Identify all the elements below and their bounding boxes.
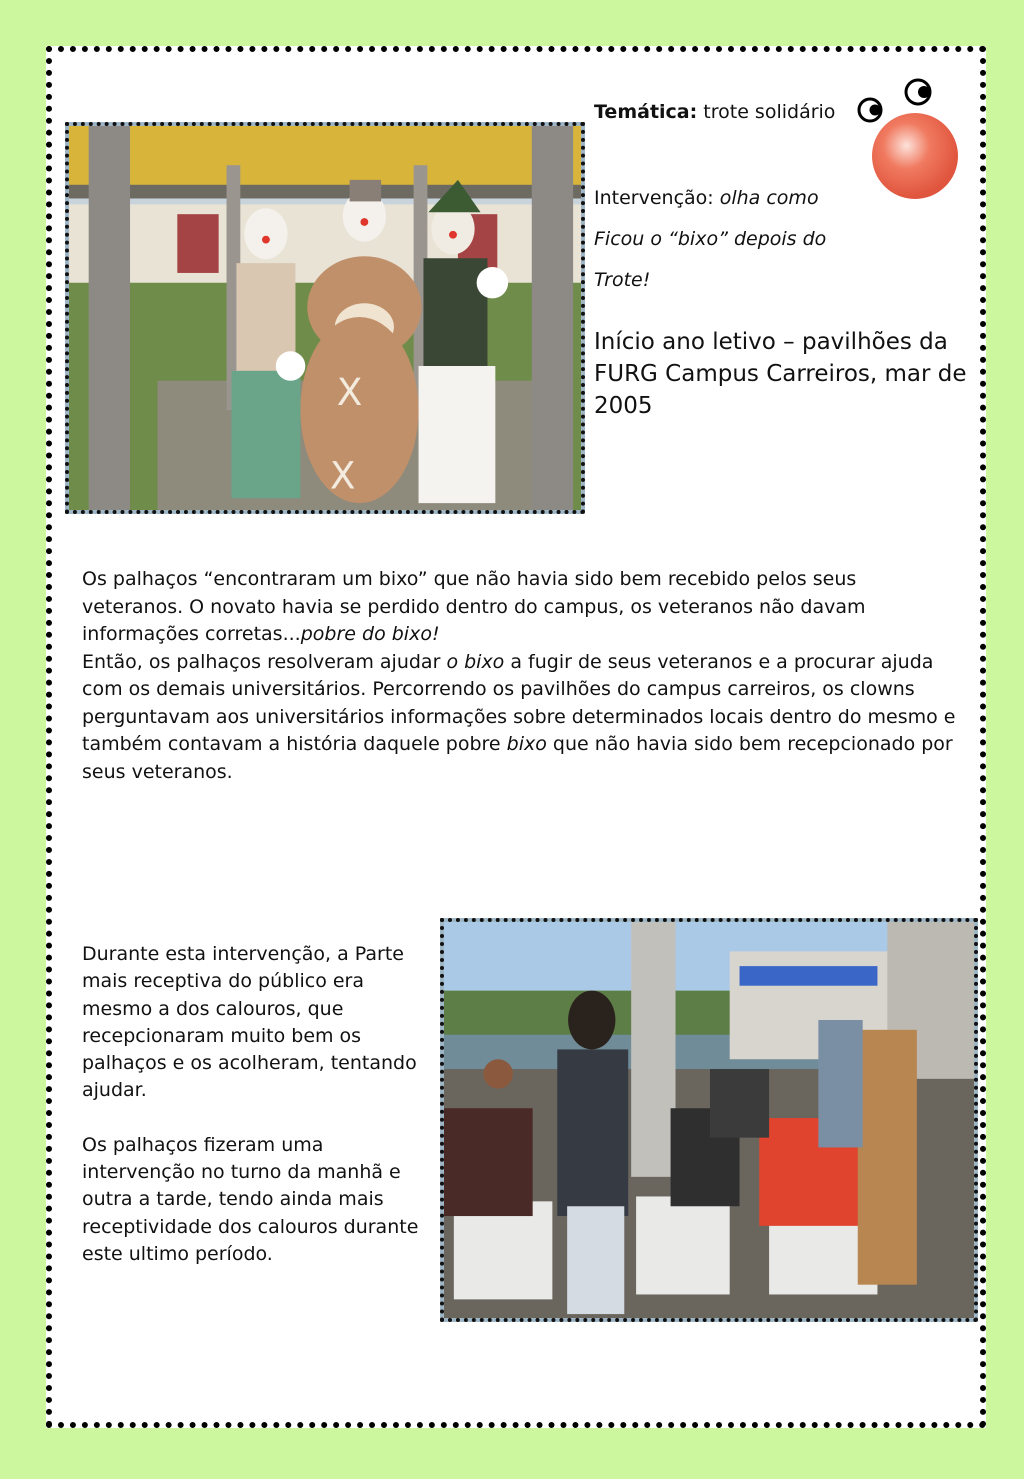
story-paragraph-1	[82, 566, 962, 649]
story-paragraph	[82, 566, 962, 786]
photo-clowns-with-students	[440, 918, 978, 1322]
story-italic-2a: o bixo	[446, 650, 505, 673]
intervencao-line3: Trote!	[594, 269, 651, 291]
story-italic-2b: bixo	[506, 733, 547, 755]
story-paragraph-2	[82, 649, 962, 787]
photo-clowns-with-bear	[65, 122, 585, 514]
story-text-2a: Então, os palhaços resolveram ajudar	[82, 650, 447, 673]
audience-paragraph-1: Durante esta intervenção, a Parte mais receptiva do público era mesmo a dos calouros, que recepcionaram muito bem os palhaços e os acolheram, tentando ajudar.	[82, 943, 417, 1102]
tematica-label: Temática:	[594, 101, 698, 123]
tematica-value: trote solidário	[697, 101, 836, 123]
svg-text:X: X	[329, 453, 356, 498]
story-italic-1: pobre do bixo!	[300, 623, 440, 645]
clown-eye-icon	[859, 99, 881, 121]
intervencao-line2: Ficou o “bixo” depois do	[594, 228, 827, 250]
clown-eye-icon	[906, 80, 930, 104]
event-info: Início ano letivo – pavilhões da FURG Campus Carreiros, mar de 2005	[594, 329, 967, 419]
intervencao-block	[594, 178, 884, 301]
story-text-1: Os palhaços “encontraram um bixo” que não havia sido bem recebido pelos seus veteranos. O novato havia se perdido dentro do campus, os veteranos não davam informações corretas...	[82, 568, 866, 645]
story-text-2c: que não havia sido bem recepcionado por seus veteranos.	[82, 733, 953, 783]
svg-text:X: X	[336, 370, 363, 415]
audience-paragraph	[82, 941, 427, 1268]
story-text-2b: a fugir de seus veteranos e a procurar ajuda com os demais universitários. Percorrendo os pavilhões do campus carreiros, os clowns perguntavam aos universitários informações sobre determinados locais dentro do mesmo e também contavam a história daquele pobre	[82, 650, 956, 755]
paragraph-gap	[82, 1105, 427, 1132]
audience-paragraph-2: Os palhaços fizeram uma intervenção no turno da manhã e outra a tarde, tendo ainda mais receptividade dos calouros durante este ultimo período.	[82, 1133, 419, 1265]
tematica-line	[594, 101, 835, 123]
intervencao-label: Intervenção:	[594, 187, 720, 209]
intervencao-line1: olha como	[719, 187, 819, 209]
